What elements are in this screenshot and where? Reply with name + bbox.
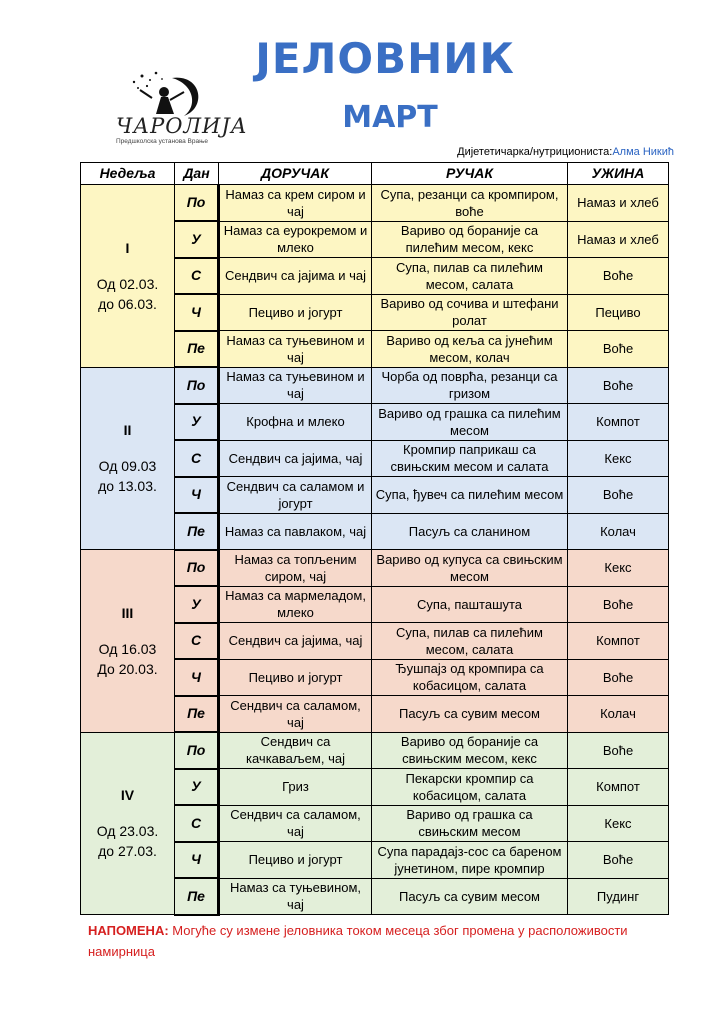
- lunch-cell: Ђушпајз од кромпира са кобасицом, салата: [372, 659, 568, 696]
- breakfast-cell: Намаз са туњевином и чај: [219, 331, 372, 368]
- breakfast-cell: Сендвич са јајима и чај: [219, 258, 372, 295]
- page-title: ЈЕЛОВНИК: [255, 34, 515, 83]
- lunch-cell: Вариво од боранијe са свињским месом, кекс: [372, 732, 568, 769]
- snack-cell: Воће: [568, 477, 669, 514]
- breakfast-cell: Пециво и јогурт: [219, 659, 372, 696]
- breakfast-cell: Сендвич са саламом и јогурт: [219, 477, 372, 514]
- table-row: [81, 185, 669, 222]
- breakfast-cell: Сендвич са саламом, чај: [219, 805, 372, 842]
- lunch-cell: Супа, резанци са кромпиром, воће: [372, 185, 568, 222]
- lunch-cell: Вариво од боранијe са пилећим месом, кекс: [372, 221, 568, 258]
- logo-name: ЧАРОЛИЈА: [116, 114, 248, 138]
- snack-cell: Кекс: [568, 440, 669, 477]
- breakfast-cell: Намаз са туњевином, чај: [219, 878, 372, 915]
- dietitian-line: [457, 146, 674, 158]
- lunch-cell: Вариво од сочива и штефани ролат: [372, 294, 568, 331]
- header-lunch: РУЧАК: [372, 163, 568, 185]
- week-to: до 13.03.: [98, 478, 157, 495]
- menu-table: [80, 162, 669, 916]
- breakfast-cell: Намаз са топљеним сиром, чај: [219, 550, 372, 587]
- day-cell: Ч: [175, 294, 219, 331]
- month-title: МАРТ: [342, 100, 438, 135]
- week-number: I: [125, 239, 130, 256]
- breakfast-cell: Крофна и млеко: [219, 404, 372, 441]
- day-cell: Ч: [175, 842, 219, 879]
- breakfast-cell: Пециво и јогурт: [219, 294, 372, 331]
- breakfast-cell: Сендвич са јајима, чај: [219, 623, 372, 660]
- header-snack: УЖИНА: [568, 163, 669, 185]
- breakfast-cell: Намаз са павлаком, чај: [219, 513, 372, 550]
- snack-cell: Колач: [568, 513, 669, 550]
- snack-cell: Воће: [568, 842, 669, 879]
- breakfast-cell: Сендвич са саламом, чај: [219, 696, 372, 733]
- week-cell: [81, 185, 175, 368]
- lunch-cell: Супа, пилав са пилећим месом, салата: [372, 623, 568, 660]
- snack-cell: Пудинг: [568, 878, 669, 915]
- day-cell: С: [175, 440, 219, 477]
- note-label: НАПОМЕНА:: [88, 923, 169, 938]
- day-cell: С: [175, 805, 219, 842]
- lunch-cell: Супа парадајз-сос са бареном јунетином, пире кромпир: [372, 842, 568, 879]
- table-row: [81, 732, 669, 769]
- day-cell: У: [175, 404, 219, 441]
- note-text: Могуће су измене јеловника током месеца због промена у расположивости намирница: [88, 923, 628, 959]
- week-cell: [81, 732, 175, 915]
- day-cell: Пе: [175, 513, 219, 550]
- dietitian-label: Дијететичарка/нутриционистa:: [457, 146, 613, 158]
- header-week: Недеља: [81, 163, 175, 185]
- snack-cell: Намаз и хлеб: [568, 185, 669, 222]
- snack-cell: Кекс: [568, 805, 669, 842]
- day-cell: Ч: [175, 477, 219, 514]
- day-cell: У: [175, 769, 219, 806]
- day-cell: По: [175, 732, 219, 769]
- snack-cell: Колач: [568, 696, 669, 733]
- week-to: до 06.03.: [98, 295, 157, 312]
- lunch-cell: Пасуљ са сланином: [372, 513, 568, 550]
- day-cell: У: [175, 221, 219, 258]
- week-from: Од 23.03.: [96, 823, 159, 840]
- lunch-cell: Супа, пилав са пилећим месом, салата: [372, 258, 568, 295]
- logo-subtitle: Предшколска установа Врање: [116, 138, 209, 145]
- week-number: II: [123, 422, 132, 439]
- header-breakfast: ДОРУЧАК: [219, 163, 372, 185]
- snack-cell: Компот: [568, 623, 669, 660]
- day-cell: По: [175, 550, 219, 587]
- lunch-cell: Супа, ђувеч са пилећим месом: [372, 477, 568, 514]
- dietitian-name: Алма Никић: [612, 146, 674, 158]
- lunch-cell: Вариво од грашка са пилећим месом: [372, 404, 568, 441]
- breakfast-cell: Намаз са мармеладом, млеко: [219, 586, 372, 623]
- snack-cell: Воће: [568, 331, 669, 368]
- day-cell: По: [175, 185, 219, 222]
- breakfast-cell: Намаз са еурокремом и млеко: [219, 221, 372, 258]
- note: [88, 920, 658, 962]
- logo: [112, 68, 248, 148]
- week-cell: [81, 550, 175, 733]
- lunch-cell: Пекарски кромпир са кобасицом, салата: [372, 769, 568, 806]
- lunch-cell: Вариво од грашка са свињским месом: [372, 805, 568, 842]
- snack-cell: Воће: [568, 367, 669, 404]
- snack-cell: Воће: [568, 659, 669, 696]
- breakfast-cell: Пециво и јогурт: [219, 842, 372, 879]
- breakfast-cell: Намаз са крем сиром и чај: [219, 185, 372, 222]
- week-to: до 27.03.: [98, 843, 157, 860]
- day-cell: С: [175, 258, 219, 295]
- lunch-cell: Вариво од кеља са јунећим месом, колач: [372, 331, 568, 368]
- day-cell: У: [175, 586, 219, 623]
- week-from: Од 09.03: [98, 458, 157, 475]
- week-from: Од 16.03: [98, 640, 157, 657]
- week-number: IV: [120, 787, 135, 804]
- lunch-cell: Чорба од поврћа, резанци са гризом: [372, 367, 568, 404]
- day-cell: Пе: [175, 696, 219, 733]
- week-cell: [81, 367, 175, 550]
- breakfast-cell: Намаз са туњевином и чај: [219, 367, 372, 404]
- lunch-cell: Пасуљ са сувим месом: [372, 696, 568, 733]
- week-to: До 20.03.: [97, 660, 158, 677]
- snack-cell: Воће: [568, 732, 669, 769]
- breakfast-cell: Сендвич са качкаваљем, чај: [219, 732, 372, 769]
- day-cell: Пе: [175, 331, 219, 368]
- lunch-cell: Пасуљ са сувим месом: [372, 878, 568, 915]
- day-cell: По: [175, 367, 219, 404]
- header-day: Дан: [175, 163, 219, 185]
- snack-cell: Кекс: [568, 550, 669, 587]
- day-cell: Ч: [175, 659, 219, 696]
- lunch-cell: Кромпир паприкаш са свињским месом и салата: [372, 440, 568, 477]
- table-row: [81, 367, 669, 404]
- day-cell: С: [175, 623, 219, 660]
- snack-cell: Компот: [568, 769, 669, 806]
- day-cell: Пе: [175, 878, 219, 915]
- week-number: III: [121, 604, 134, 621]
- snack-cell: Пециво: [568, 294, 669, 331]
- table-row: [81, 550, 669, 587]
- breakfast-cell: Гриз: [219, 769, 372, 806]
- breakfast-cell: Сендвич са јајима, чај: [219, 440, 372, 477]
- lunch-cell: Супа, пашташута: [372, 586, 568, 623]
- week-from: Од 02.03.: [96, 275, 159, 292]
- snack-cell: Намаз и хлеб: [568, 221, 669, 258]
- snack-cell: Воће: [568, 258, 669, 295]
- lunch-cell: Вариво од купуса са свињским месом: [372, 550, 568, 587]
- snack-cell: Компот: [568, 404, 669, 441]
- menu-body: [81, 185, 669, 915]
- snack-cell: Воће: [568, 586, 669, 623]
